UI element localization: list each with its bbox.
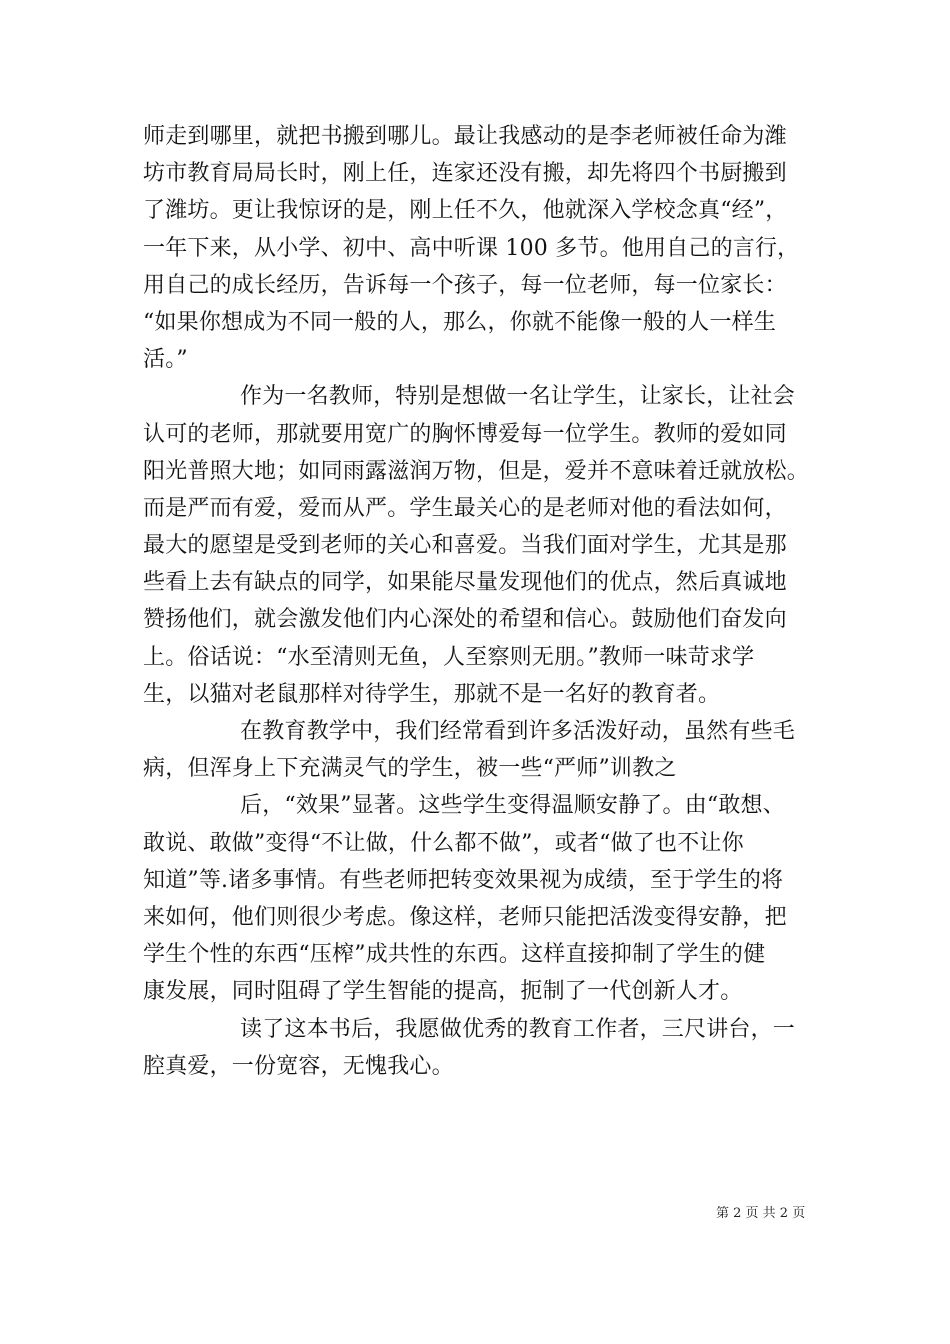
- text-line: 生，以猫对老鼠那样对待学生，那就不是一名好的教育者。: [143, 681, 721, 707]
- text-line: 最大的愿望是受到老师的关心和喜爱。当我们面对学生，尤其是那: [143, 533, 787, 559]
- paragraph-start-line: 后，“效果”显著。这些学生变得温顺安静了。由“敢想、: [240, 793, 785, 819]
- text-line: 而是严而有爱，爱而从严。学生最关心的是老师对他的看法如何，: [143, 495, 787, 521]
- text-line: 敢说、敢做”变得“不让做，什么都不做”，或者“做了也不让你: [143, 830, 744, 856]
- text-line: 病，但浑身上下充满灵气的学生，被一些“严师”训教之: [143, 756, 677, 782]
- text-line: 学生个性的东西“压榨”成共性的东西。这样直接抑制了学生的健: [143, 942, 766, 968]
- text-line: 师走到哪里，就把书搬到哪儿。最让我感动的是李老师被任命为潍: [143, 124, 787, 149]
- paragraph-start-line: 作为一名教师，特别是想做一名让学生，让家长，让社会: [240, 384, 796, 410]
- text-line: 腔真爱，一份宽容，无愧我心。: [143, 1053, 454, 1079]
- text-line: 阳光普照大地；如同雨露滋润万物，但是，爱并不意味着迁就放松。: [143, 458, 810, 484]
- text-line: 坊市教育局局长时，刚上任，连家还没有搬，却先将四个书厨搬到: [143, 161, 787, 187]
- text-line: 一年下来，从小学、初中、高中听课 100 多节。他用自己的言行，: [143, 235, 800, 261]
- text-line: 用自己的成长经历，告诉每一个孩子，每一位老师，每一位家长：: [143, 272, 787, 298]
- text-line: 了潍坊。更让我惊讶的是，刚上任不久，他就深入学校念真“经”，: [143, 198, 788, 224]
- text-line: 康发展，同时阻碍了学生智能的提高，扼制了一代创新人才。: [143, 979, 743, 1005]
- paragraph-start-line: 在教育教学中，我们经常看到许多活泼好动，虽然有些毛: [240, 719, 796, 744]
- text-line: 赞扬他们，就会激发他们内心深处的希望和信心。鼓励他们奋发向: [143, 607, 787, 633]
- text-line: 活。”: [143, 347, 188, 373]
- page-number-footer: 第 2 页 共 2 页: [716, 1206, 806, 1221]
- paragraph-start-line: 读了这本书后，我愿做优秀的教育工作者，三尺讲台，一: [240, 1016, 796, 1042]
- text-line: 些看上去有缺点的同学，如果能尽量发现他们的优点，然后真诚地: [143, 570, 787, 596]
- document-body: [143, 118, 823, 1085]
- text-line: 认可的老师，那就要用宽广的胸怀博爱每一位学生。教师的爱如同: [143, 421, 787, 447]
- text-line: 上。俗话说：“水至清则无鱼，人至察则无朋。”教师一味苛求学: [143, 644, 755, 670]
- text-line: 来如何，他们则很少考虑。像这样，老师只能把活泼变得安静，把: [143, 904, 787, 930]
- text-line: 知道”等.诸多事情。有些老师把转变效果视为成绩，至于学生的将: [143, 867, 784, 893]
- text-line: “如果你想成为不同一般的人，那么，你就不能像一般的人一样生: [143, 309, 777, 335]
